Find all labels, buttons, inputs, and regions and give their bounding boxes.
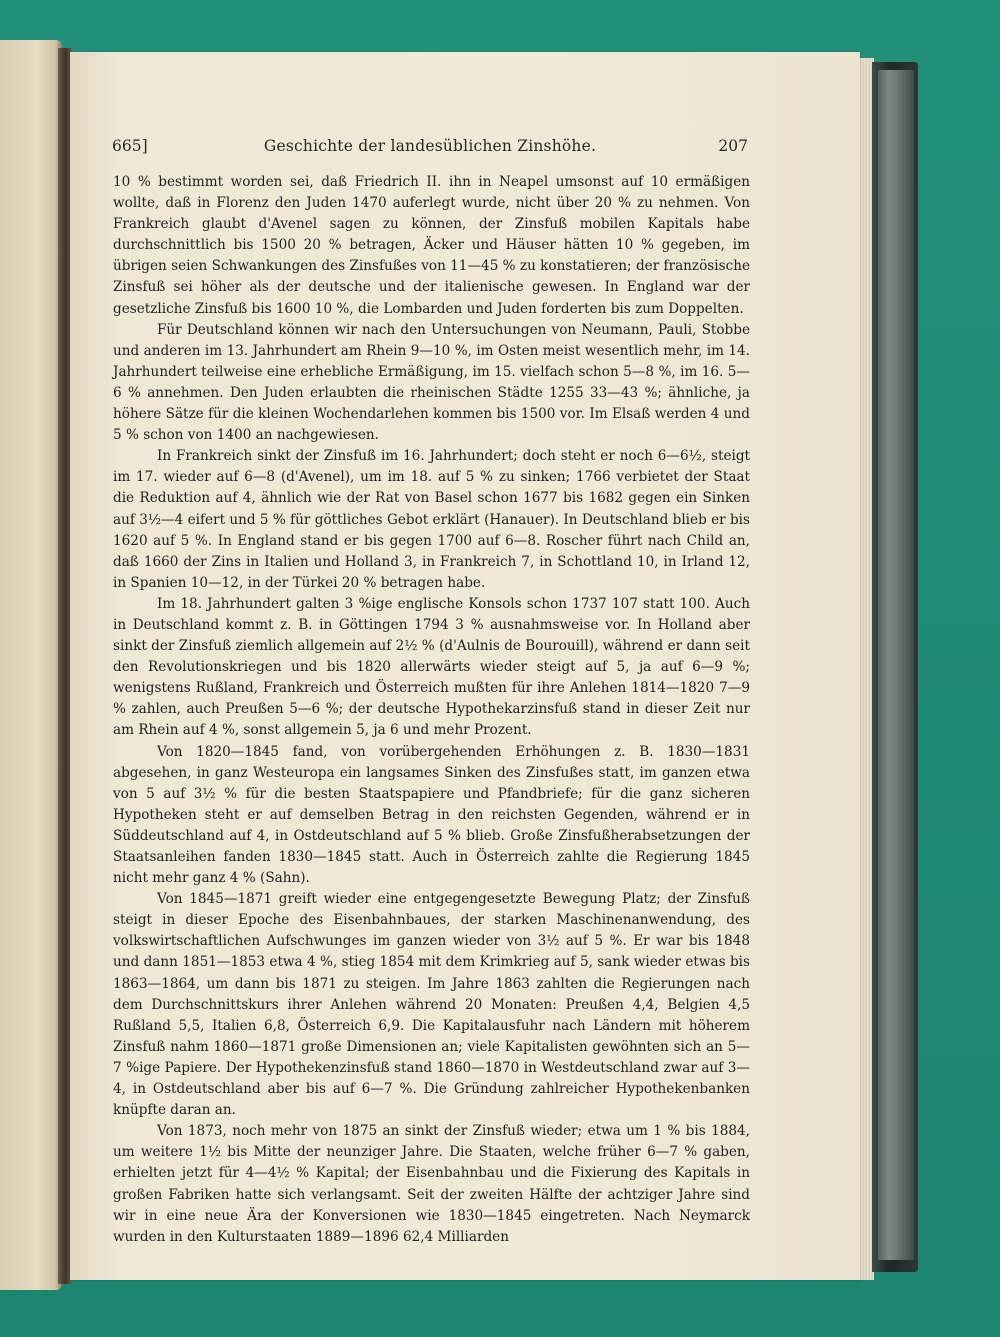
paragraph: Von 1820—1845 fand, von vorübergehenden Erhöhungen z. B. 1830—1831 abgesehen, in ganz Westeuropa ein langsames Sinken des Zinsfußes statt, im ganzen etwa von 5 auf 3½ % für die besten Staatspapiere und Pfandbriefe; für die ganz sicheren Hypotheken steht er auf demselben Betrag in den reichsten Gegenden, während er in Süddeutschland auf 4, in Ostdeutschland auf 5 % blieb. Große Zinsfußherabsetzungen der Staatsanleihen fanden 1830—1845 statt. Auch in Österreich zahlte die Regierung 1845 nicht mehr ganz 4 % (Sahn). (113, 743, 750, 887)
page-number: 207 (718, 137, 748, 155)
paragraph: Von 1873, noch mehr von 1875 an sinkt der Zinsfuß wieder; etwa um 1 % bis 1884, um weitere 1½ bis Mitte der neunziger Jahre. Die Staaten, welche früher 6—7 % gaben, erhielten jetzt für 4—4½ % Kapital; der Eisenbahnbau und die Fixierung des Kapitals in großen Fabriken hatte sich verlangsamt. Seit der zweiten Hälfte der achtziger Jahre sind wir in eine neue Ära der Konversionen wie 1830—1845 eingetreten. Nach Neymarck wurden in den Kulturstaaten 1889—1896 62,4 Milliarden (113, 1123, 750, 1245)
paragraph: Im 18. Jahrhundert galten 3 %ige englische Konsols schon 1737 107 statt 100. Auch in Deutschland kommt z. B. in Göttingen 1794 3 % ausnahmsweise vor. In Holland aber sinkt der Zinsfuß ziemlich allgemein auf 2½ % (d'Aulnis de Bourouill), während er dann seit den Revolutionskriegen und bis 1820 allerwärts wieder steigt auf 5, ja auf 6—9 %; wenigstens Rußland, Frankreich und Österreich mußten für ihre Anlehen 1814—1820 7—9 % zahlen, auch Preußen 5—6 %; der deutsche Hypothekarzinsfuß stand in dieser Zeit nur am Rhein auf 4 %, sonst allgemein 5, ja 6 und mehr Prozent. (113, 595, 750, 739)
paragraph: Von 1845—1871 greift wieder eine entgegengesetzte Bewegung Platz; der Zinsfuß steigt in dieser Epoche des Eisenbahnbaues, der starken Maschinenanwendung, des volkswirtschaftlichen Aufschwunges im ganzen wieder von 3½ auf 5 %. Er war bis 1848 und dann 1851—1853 etwa 4 %, stieg 1854 mit dem Krimkrieg auf 5, sank wieder etwas bis 1863—1864, um dann bis 1871 zu steigen. Im Jahre 1863 zahlten die Regierungen nach dem Durchschnittskurs ihrer Anlehen während 20 Monaten: Preußen 4,4, Belgien 4,5 Rußland 5,5, Italien 6,8, Österreich 6,9. Die Kapitalausfuhr nach Ländern mit höherem Zinsfuß nahm 1860—1871 große Dimensionen an; viele Kapitalisten gewöhnten sich an 5—7 %ige Papiere. Der Hypothekenzinsfuß stand 1860—1870 in Westdeutschland zwar auf 3—4, in Ostdeutschland aber bis auf 6—7 %. Die Gründung zahlreicher Hypothekenbanken knüpfte daran an. (113, 891, 750, 1119)
section-marker: 665] (112, 137, 148, 155)
running-header (112, 137, 748, 159)
paragraph: In Frankreich sinkt der Zinsfuß im 16. Jahrhundert; doch steht er noch 6—6½, steigt im 17. wieder auf 6—8 (d'Avenel), um im 18. auf 5 % zu sinken; 1766 verbietet der Staat die Reduktion auf 4, ähnlich wie der Rat von Basel schon 1677 bis 1682 gegen ein Sinken auf 3½—4 eifert und 5 % für göttliches Gebot erklärt (Hanauer). In Deutschland blieb er bis 1620 auf 5 %. In England stand er bis gegen 1700 auf 6—8. Roscher führt nach Child an, daß 1660 der Zins in Italien und Holland 3, in Frankreich 7, in Schottland 10, in Irland 12, in Spanien 10—12, in der Türkei 20 % betragen habe. (113, 448, 750, 591)
page-body (113, 172, 750, 1248)
running-title: Geschichte der landesüblichen Zinshöhe. (263, 137, 597, 155)
book-cover-inner (878, 70, 914, 1260)
paragraph: 10 % bestimmt worden sei, daß Friedrich II. ihn in Neapel umsonst auf 10 ermäßigen wollte, daß in Florenz den Juden 1470 auferlegt wurde, nicht über 20 % zu nehmen. Von Frankreich glaubt d'Avenel sagen zu können, der Zinsfuß mobilen Kapitals habe durchschnittlich bis 1500 20 % betragen, Äcker und Häuser hätten 10 % gegeben, im übrigen seien Schwankungen des Zinsfußes von 11—45 % zu konstatieren; der französische Zinsfuß sei höher als der deutsche und der italienische gewesen. In England war der gesetzliche Zinsfuß bis 1600 10 %, die Lombarden und Juden forderten bis zum Doppelten. (113, 174, 750, 317)
facing-page-edge (0, 40, 62, 1290)
paragraph: Für Deutschland können wir nach den Untersuchungen von Neumann, Pauli, Stobbe und anderen im 13. Jahrhundert am Rhein 9—10 %, im Osten meist wesentlich mehr, im 14. Jahrhundert teilweise eine erhebliche Ermäßigung, im 15. vielfach schon 5—8 %, im 16. 5—6 % annehmen. Den Juden erlaubten die rheinischen Städte 1255 33—43 %; ähnliche, ja höhere Sätze für die kleinen Wochendarlehen kommen bis 1500 vor. Im Elsaß werden 4 und 5 % schon von 1400 an nachgewiesen. (113, 321, 750, 444)
